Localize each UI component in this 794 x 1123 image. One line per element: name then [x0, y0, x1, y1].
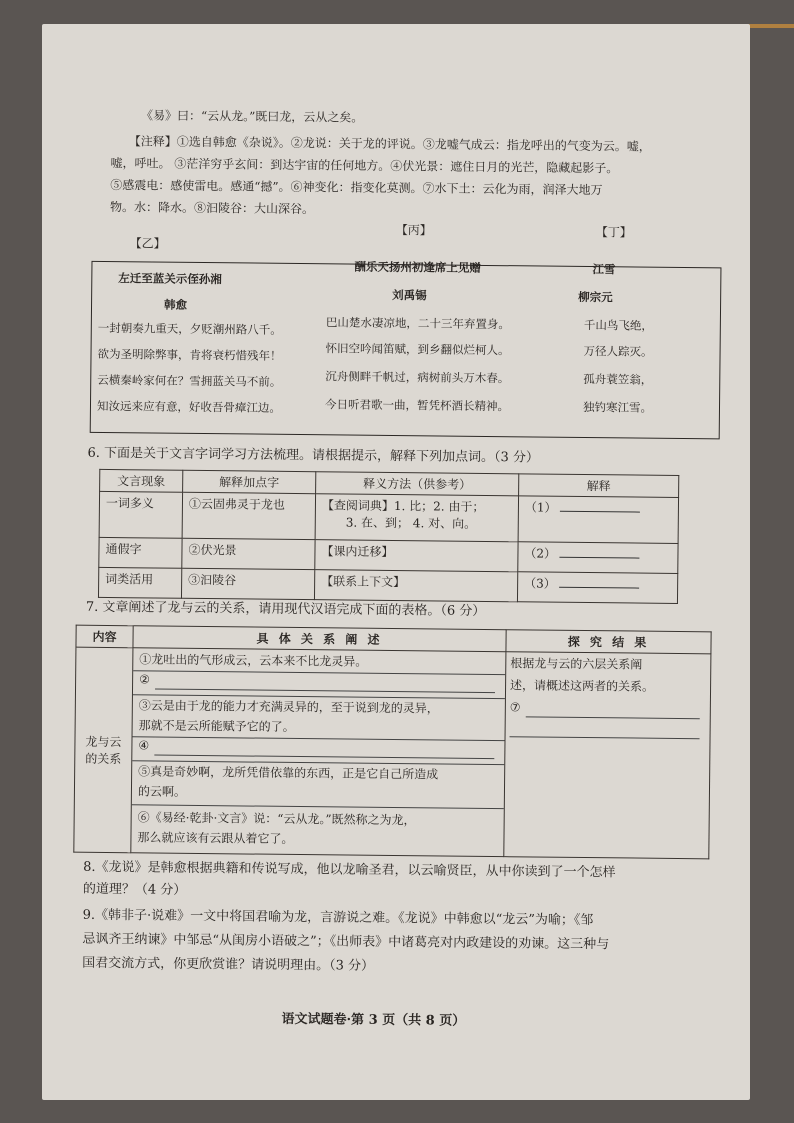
question-6: 6. 下面是关于文言字词学习方法梳理。请根据提示，解释下列加点词。（3 分）: [87, 445, 539, 466]
relation-1: ①龙吐出的气形成云，云本来不比龙灵异。: [139, 652, 368, 669]
relation-5a: ⑤真是奇妙啊，龙所凭借依靠的东西，正是它自己所造成: [138, 764, 439, 782]
row-label: [74, 647, 133, 853]
question-9-line-2: 忌讽齐王纳谏》中邹忌“从闺房小语破之”；《出师表》中诸葛亮对内政建设的劝谏。这三种与: [82, 931, 610, 953]
table-cell: 探 究 结 果: [506, 630, 711, 654]
q7-table: [73, 625, 711, 860]
question-7: 7. 文章阐述了龙与云的关系，请用现代汉语完成下面的表格。（6 分）: [85, 599, 486, 619]
question-9-line-1: 9.《韩非子·说难》一文中将国君喻为龙，言游说之难。《龙说》中韩愈以“龙云”为喻；《邹: [82, 907, 594, 929]
table-cell: 具 体 关 系 阐 述: [133, 626, 506, 652]
table-row: [74, 647, 711, 859]
exam-page: [42, 24, 750, 1100]
poem-yi-line-3: 云横秦岭家何在？雪拥蓝关马不前。: [97, 372, 282, 389]
result-cell: [504, 652, 711, 859]
answer-line-7b[interactable]: [510, 736, 700, 739]
table-cell: 词类活用: [98, 567, 181, 598]
question-8-line-2: 的道理？（4 分）: [82, 881, 187, 898]
poem-yi-line-1: 一封朝奏九重天，夕贬潮州路八千。: [97, 320, 282, 337]
poem-ding-line-3: 孤舟蓑笠翁，: [583, 371, 653, 387]
row-label-1: 龙与云: [85, 734, 122, 750]
top-corner-strip: [746, 24, 794, 28]
table-cell: ①云固弗灵于龙也: [182, 492, 315, 539]
result-number: ⑦: [509, 700, 521, 715]
poem-bing-line-2: 怀旧空吟闻笛赋，到乡翻似烂柯人。: [325, 341, 510, 358]
note-line-1: 【注释】①选自韩愈《杂说》。②龙说：关于龙的评说。③龙嘘气成云：指龙呼出的气变为云。嘘，: [128, 134, 651, 154]
answer-blank[interactable]: [560, 499, 640, 513]
answer-number: （2）: [524, 546, 557, 561]
relation-6a: ⑥《易经·乾卦·文言》说：“云从龙。”既然称之为龙，: [137, 810, 416, 828]
question-9-line-3: 国君交流方式，你更欣赏谁？请说明理由。（3 分）: [82, 955, 375, 974]
table-cell: 一词多义: [99, 491, 182, 538]
question-8-line-1: 8.《龙说》是韩愈根据典籍和传说写成，他以龙喻圣君，以云喻贤臣，从中你读到了一个怎样: [83, 859, 616, 881]
poem-ding-title: 江雪: [592, 262, 616, 277]
relation-5b: 的云啊。: [137, 784, 187, 799]
table-cell: 释义方法（供参考）: [316, 472, 519, 496]
table-row: [99, 491, 678, 543]
table-cell: ②伏光景: [182, 538, 315, 569]
method-text-2: 3. 在、到； 4. 对、向。: [345, 515, 477, 531]
answer-number: （1）: [524, 500, 557, 515]
poem-bing-author: 刘禹锡: [392, 287, 427, 303]
relation-3b: 那就不是云所能赋予它的了。: [138, 718, 295, 734]
table-cell: 【联系上下文】: [314, 570, 517, 602]
relation-4: ④: [138, 738, 150, 753]
poem-yi-line-2: 欲为圣明除弊事，肯将衰朽惜残年！: [97, 346, 282, 363]
poem-label-ding: 【丁】: [595, 225, 632, 240]
row-label-2: 的关系: [85, 751, 122, 767]
note-line-2: 嘘，呼吐。 ③茫洋穷乎玄间：到达宇宙的任何地方。④伏光景：遮住日月的光芒，隐藏起影子。: [110, 156, 619, 176]
answer-blank[interactable]: [560, 545, 640, 559]
answer-number: （3）: [524, 576, 556, 591]
relation-cell: [131, 648, 506, 857]
relation-3a: ③云是由于龙的能力才充满灵异的，至于说到龙的灵异，: [138, 698, 439, 716]
poem-label-yi: 【乙】: [129, 236, 166, 251]
answer-blank[interactable]: [560, 575, 640, 589]
poem-yi-line-4: 知汝远来应有意，好收吾骨瘴江边。: [96, 398, 282, 415]
table-cell: 通假字: [99, 537, 182, 568]
relation-2: ②: [139, 672, 150, 687]
table-cell: 解释加点字: [183, 470, 316, 493]
note-line-4: 物。水：降水。⑧汩陵谷：大山深谷。: [109, 200, 315, 217]
answer-line-4[interactable]: [154, 755, 494, 760]
table-cell: 内容: [76, 625, 133, 648]
answer-cell[interactable]: [518, 542, 678, 574]
q6-table: [98, 469, 679, 604]
poem-bing-line-1: 巴山楚水凄凉地，二十三年弃置身。: [325, 315, 510, 332]
note-line-3: ⑤感震电：感使雷电。感通“撼”。⑥神变化：指变化莫测。⑦水下土：云化为雨，润泽大地万: [110, 178, 603, 198]
page-footer: 语文试题卷·第 3 页（共 8 页）: [281, 1011, 466, 1029]
poem-bing-title: 酬乐天扬州初逢席上见赠: [354, 259, 482, 275]
poem-yi-author: 韩愈: [163, 297, 188, 312]
poem-box: [90, 261, 722, 440]
poem-ding-line-1: 千山鸟飞绝，: [583, 317, 653, 333]
poem-ding-line-4: 独钓寒江雪。: [582, 399, 653, 415]
method-text: 【查阅词典】1. 比；2. 由于；: [321, 498, 485, 514]
poem-ding-author: 柳宗元: [578, 289, 613, 305]
result-prompt-2: 述，请概述这两者的关系。: [510, 678, 655, 694]
relation-6b: 那么就应该有云跟从着它了。: [137, 830, 294, 846]
poem-ding-line-2: 万径人踪灭。: [583, 343, 653, 359]
table-cell: ③汩陵谷: [181, 568, 314, 599]
quote-line: 《易》曰：“云从龙。”既曰龙，云从之矣。: [140, 108, 364, 125]
poem-label-bing: 【丙】: [395, 223, 432, 238]
table-cell: 【课内迁移】: [315, 540, 518, 572]
answer-line-2[interactable]: [155, 689, 495, 694]
poem-yi-title: 左迁至蓝关示侄孙湘: [118, 271, 222, 287]
answer-cell[interactable]: [518, 496, 678, 544]
answer-line-7[interactable]: [526, 716, 700, 719]
poem-bing-line-3: 沉舟侧畔千帆过，病树前头万木春。: [325, 369, 510, 386]
table-cell: 解释: [519, 474, 679, 498]
result-prompt-1: 根据龙与云的六层关系阐: [510, 656, 643, 672]
answer-cell[interactable]: [517, 572, 677, 604]
table-cell: 文言现象: [100, 469, 183, 492]
table-cell: [315, 494, 518, 542]
poem-bing-line-4: 今日听君歌一曲，暂凭杯酒长精神。: [324, 397, 510, 414]
